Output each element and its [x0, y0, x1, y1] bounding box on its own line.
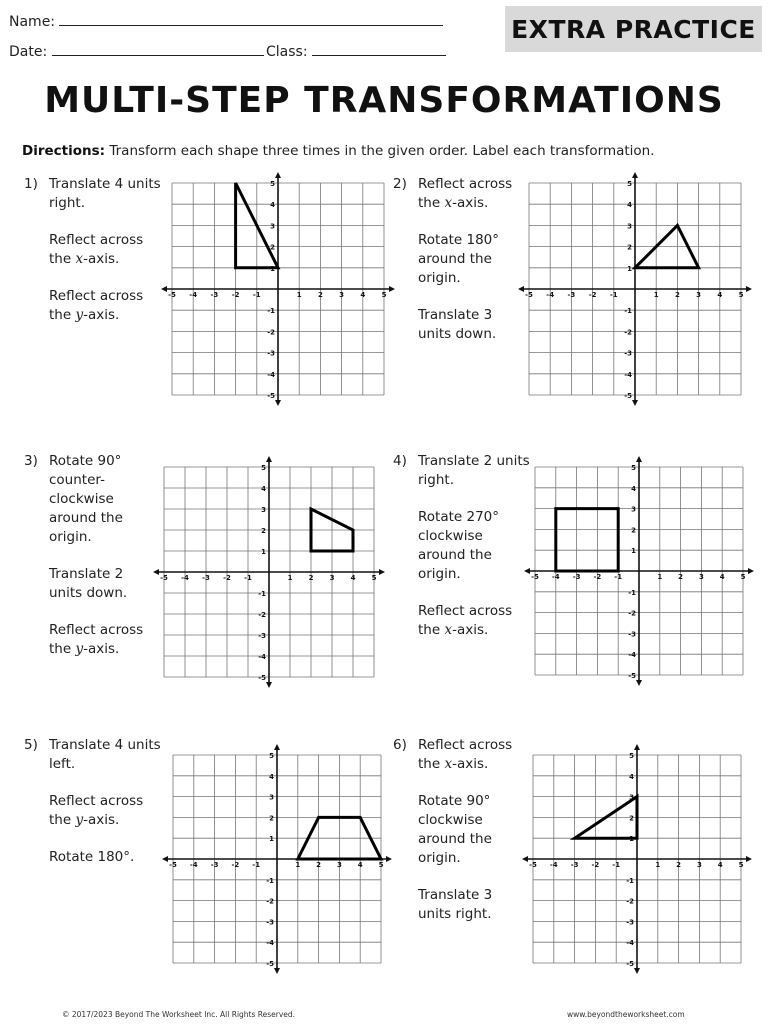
directions — [22, 143, 655, 159]
x-tick-label: -5 — [168, 291, 176, 299]
y-tick-label: -1 — [267, 307, 275, 316]
y-tick-label: -4 — [626, 939, 634, 948]
y-tick-label: -1 — [258, 590, 266, 598]
step-1: Translate 2 units right. — [418, 453, 530, 488]
x-tick-label: 1 — [287, 574, 293, 582]
x-tick-label: 4 — [350, 574, 356, 582]
x-tick-label: -3 — [202, 574, 210, 582]
x-tick-label: -5 — [525, 291, 533, 299]
directions-label: Directions: — [22, 143, 106, 159]
date-line[interactable] — [52, 42, 264, 56]
step-1: Reflect across the x-axis. — [418, 176, 513, 211]
y-tick-label: 4 — [261, 485, 266, 493]
y-tick-label: 3 — [261, 506, 266, 514]
y-tick-label: -2 — [267, 328, 275, 337]
x-tick-label: 3 — [339, 291, 345, 299]
step-2: Reflect across the x-axis. — [49, 232, 144, 267]
y-tick-label: 3 — [629, 793, 634, 802]
x-tick-label: 4 — [717, 291, 723, 299]
page-title: MULTI-STEP TRANSFORMATIONS — [44, 80, 724, 121]
y-tick-label: 5 — [627, 180, 632, 188]
x-tick-label: -5 — [160, 574, 168, 582]
y-tick-label: -5 — [267, 392, 275, 400]
y-tick-label: -3 — [267, 349, 275, 358]
coordinate-grid[interactable] — [520, 452, 758, 690]
step-2: Rotate 180° around the origin. — [418, 232, 500, 286]
y-tick-label: -3 — [624, 349, 632, 358]
step-2: Translate 2 units down. — [49, 566, 128, 601]
problem-number: 2) — [393, 176, 407, 192]
y-tick-label: 3 — [270, 222, 275, 231]
y-tick-label: -1 — [626, 876, 634, 885]
problem-steps — [418, 452, 530, 658]
y-tick-label: -5 — [628, 672, 636, 680]
step-3: Translate 3 units down. — [418, 307, 497, 342]
step-3: Reflect across the y-axis. — [49, 622, 144, 657]
x-tick-label: -1 — [609, 291, 618, 299]
x-tick-label: -3 — [210, 861, 219, 869]
x-tick-label: -3 — [567, 291, 576, 299]
y-tick-label: 2 — [269, 814, 274, 823]
x-tick-label: -2 — [588, 291, 597, 299]
step-2: Reflect across the y-axis. — [49, 793, 144, 828]
y-tick-label: -4 — [266, 939, 274, 948]
y-tick-label: 2 — [629, 814, 634, 823]
y-tick-label: 3 — [631, 505, 636, 514]
x-tick-label: -2 — [591, 861, 600, 869]
copyright: © 2017/2023 Beyond The Worksheet Inc. All Rights Reserved. — [62, 1010, 296, 1019]
x-tick-label: -4 — [551, 573, 560, 581]
y-tick-label: 4 — [631, 484, 636, 493]
x-tick-label: 5 — [738, 291, 744, 299]
x-tick-label: 3 — [698, 573, 704, 581]
y-tick-label: 5 — [631, 464, 636, 472]
y-tick-label: 2 — [270, 243, 275, 252]
x-tick-label: -2 — [231, 291, 240, 299]
step-3: Translate 3 units right. — [418, 887, 493, 922]
y-tick-label: 4 — [629, 772, 634, 781]
y-tick-label: 2 — [631, 526, 636, 535]
x-tick-label: -5 — [529, 861, 537, 869]
y-tick-label: 4 — [269, 772, 274, 781]
step-1: Reflect across the x-axis. — [418, 737, 513, 772]
y-tick-label: -2 — [628, 609, 636, 618]
x-tick-label: 2 — [674, 291, 680, 299]
axes — [518, 172, 752, 406]
problem-steps — [418, 736, 512, 942]
x-tick-label: 5 — [381, 291, 387, 299]
y-tick-label: -1 — [624, 307, 632, 316]
x-tick-label: -4 — [189, 861, 198, 869]
x-tick-label: -4 — [546, 291, 555, 299]
x-tick-label: 1 — [657, 573, 663, 581]
name-line[interactable] — [59, 12, 443, 26]
y-tick-label: -3 — [626, 918, 634, 927]
x-tick-label: -5 — [531, 573, 539, 581]
y-tick-label: -2 — [626, 897, 634, 906]
x-tick-label: 1 — [653, 291, 659, 299]
x-tick-label: -1 — [244, 574, 252, 582]
coordinate-grid[interactable] — [157, 168, 399, 410]
x-tick-label: 3 — [696, 291, 702, 299]
name-field[interactable] — [9, 12, 443, 30]
step-1: Translate 4 units left. — [49, 737, 161, 772]
y-tick-label: 4 — [270, 201, 275, 210]
y-tick-label: 1 — [270, 264, 275, 273]
problem-number: 6) — [393, 737, 407, 753]
x-tick-label: 2 — [308, 574, 314, 582]
step-1: Translate 4 units right. — [49, 176, 161, 211]
y-tick-label: -4 — [258, 653, 266, 661]
x-tick-label: 1 — [296, 291, 302, 299]
y-tick-label: 5 — [629, 752, 634, 760]
y-tick-label: -1 — [628, 588, 636, 597]
x-tick-label: -4 — [189, 291, 198, 299]
y-tick-label: -3 — [266, 918, 274, 927]
y-tick-label: 4 — [627, 201, 632, 210]
y-tick-label: -5 — [624, 392, 632, 400]
y-tick-label: -4 — [628, 651, 636, 660]
axes — [161, 172, 395, 406]
y-tick-label: 1 — [629, 835, 634, 844]
x-tick-label: 2 — [316, 861, 322, 869]
y-tick-label: 3 — [269, 793, 274, 802]
problem-steps — [49, 736, 161, 885]
problem-number: 5) — [24, 737, 38, 753]
directions-text: Transform each shape three times in the given order. Label each transformation. — [105, 143, 655, 159]
y-tick-label: 1 — [269, 835, 274, 844]
y-tick-label: -5 — [626, 960, 634, 968]
x-tick-label: -2 — [593, 573, 602, 581]
date-label: Date: — [9, 44, 48, 60]
coordinate-grid[interactable] — [149, 452, 389, 692]
step-3: Reflect across the y-axis. — [49, 288, 144, 323]
class-label: Class: — [266, 44, 308, 60]
x-tick-label: 4 — [717, 861, 723, 869]
x-tick-label: 3 — [336, 861, 342, 869]
y-tick-label: 1 — [261, 548, 266, 556]
y-tick-label: -2 — [624, 328, 632, 337]
y-tick-label: 2 — [627, 243, 632, 252]
x-tick-label: 2 — [317, 291, 323, 299]
y-tick-label: -5 — [258, 674, 266, 682]
y-tick-label: -2 — [258, 611, 266, 619]
website: www.beyondtheworksheet.com — [567, 1010, 685, 1019]
y-tick-label: -2 — [266, 897, 274, 906]
problem-steps — [49, 175, 161, 343]
y-tick-label: -4 — [267, 370, 275, 379]
y-tick-label: 2 — [261, 527, 266, 535]
extra-practice-badge: EXTRA PRACTICE — [505, 6, 762, 52]
x-tick-label: 3 — [329, 574, 335, 582]
x-tick-label: -1 — [614, 573, 623, 581]
problem-steps — [49, 452, 143, 677]
coordinate-grid[interactable] — [158, 740, 396, 978]
y-tick-label: -3 — [258, 632, 266, 640]
x-tick-label: -3 — [572, 573, 581, 581]
axes — [153, 456, 385, 688]
problem-number: 3) — [24, 453, 38, 469]
class-line[interactable] — [312, 42, 446, 56]
x-tick-label: 4 — [357, 861, 363, 869]
x-tick-label: 1 — [655, 861, 661, 869]
x-tick-label: -3 — [210, 291, 219, 299]
x-tick-label: -1 — [252, 291, 261, 299]
x-tick-label: 5 — [740, 573, 746, 581]
name-label: Name: — [9, 14, 56, 30]
date-field[interactable] — [9, 42, 264, 60]
step-2: Rotate 270° clockwise around the origin. — [418, 509, 500, 582]
x-tick-label: -5 — [169, 861, 177, 869]
class-field[interactable] — [266, 42, 446, 60]
y-tick-label: 5 — [261, 464, 266, 472]
problem-number: 4) — [393, 453, 407, 469]
y-tick-label: -5 — [266, 960, 274, 968]
pre-image-shape — [556, 509, 618, 571]
x-tick-label: 1 — [295, 861, 301, 869]
y-tick-label: 3 — [627, 222, 632, 231]
y-tick-label: 1 — [631, 547, 636, 556]
coordinate-grid[interactable] — [514, 168, 756, 410]
x-tick-label: 4 — [360, 291, 366, 299]
x-tick-label: -4 — [181, 574, 189, 582]
x-tick-label: 2 — [678, 573, 684, 581]
x-tick-label: -4 — [549, 861, 558, 869]
problem-steps — [418, 175, 512, 362]
x-tick-label: 5 — [738, 861, 744, 869]
x-tick-label: 4 — [719, 573, 725, 581]
x-tick-label: 5 — [378, 861, 384, 869]
step-3: Rotate 180°. — [49, 849, 135, 865]
x-tick-label: 5 — [371, 574, 377, 582]
axes — [522, 744, 752, 974]
x-tick-label: 2 — [676, 861, 682, 869]
coordinate-grid[interactable] — [518, 740, 756, 978]
y-tick-label: 5 — [270, 180, 275, 188]
y-tick-label: 1 — [627, 264, 632, 273]
step-1: Rotate 90° counter- clockwise around the origin. — [49, 453, 123, 545]
y-tick-label: -1 — [266, 876, 274, 885]
y-tick-label: -4 — [624, 370, 632, 379]
step-3: Reflect across the x-axis. — [418, 603, 513, 638]
y-tick-label: 5 — [269, 752, 274, 760]
x-tick-label: -3 — [570, 861, 579, 869]
x-tick-label: -2 — [223, 574, 231, 582]
x-tick-label: -1 — [612, 861, 621, 869]
x-tick-label: -2 — [231, 861, 240, 869]
problem-number: 1) — [24, 176, 38, 192]
y-tick-label: -3 — [628, 630, 636, 639]
x-tick-label: -1 — [252, 861, 261, 869]
x-tick-label: 3 — [696, 861, 702, 869]
step-2: Rotate 90° clockwise around the origin. — [418, 793, 492, 866]
